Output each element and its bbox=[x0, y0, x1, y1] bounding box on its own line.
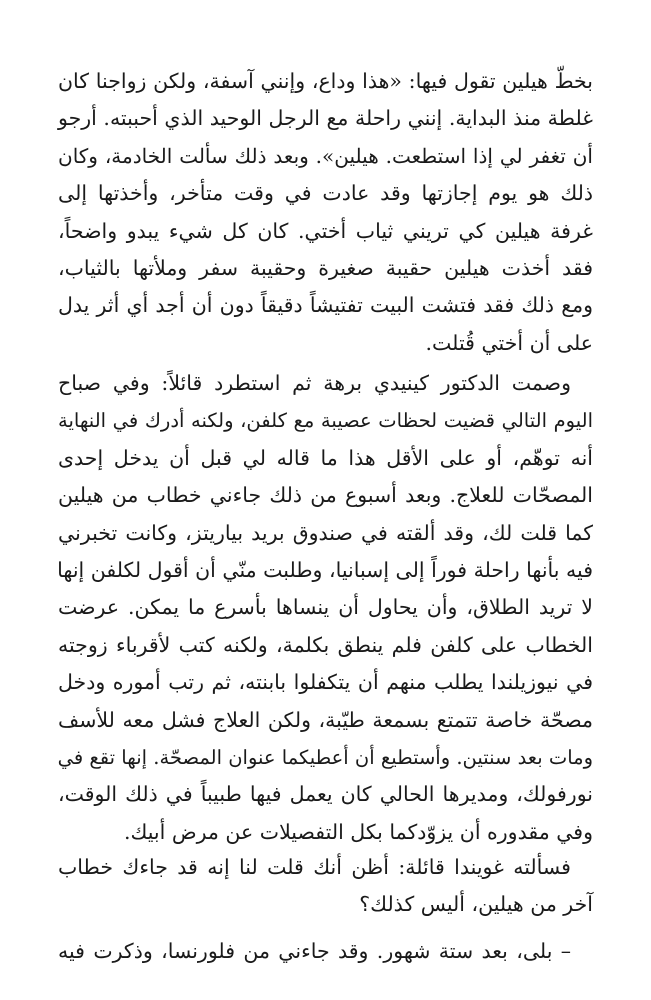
text-line: لا تريد الطلاق، وأن يحاول أن ينساها بأسرع ما يمكن. عرضت bbox=[58, 595, 593, 620]
text-line: نورفولك، ومديرها الحالي كان يعمل فيها طبيباً في ذلك الوقت، bbox=[58, 782, 593, 807]
text-line: ومع ذلك فقد فتشت البيت تفتيشاً دقيقاً دون أن أجد أي أثر يدل bbox=[58, 293, 593, 318]
paragraph-4 bbox=[58, 933, 593, 970]
text-line: وصمت الدكتور كينيدي برهة ثم استطرد قائلاً: وفي صباح bbox=[58, 371, 571, 395]
text-line: المصحّات للعلاج. وبعد أسبوع من ذلك جاءني خطاب من هيلين bbox=[58, 483, 593, 508]
text-line: فسألته غويندا قائلة: أظن أنك قلت لنا إنه قد جاءك خطاب bbox=[58, 855, 571, 879]
text-line: مصحّة خاصة تتمتع بسمعة طيّبة، ولكن العلاج فشل معه للأسف bbox=[58, 707, 593, 732]
text-line: كما قلت لك، وقد ألقته في صندوق بريد بياريتز، وكانت تخبرني bbox=[58, 520, 593, 545]
text-line: غرفة هيلين كي تريني ثياب أختي. كان كل شيء يبدو واضحاً، bbox=[58, 218, 593, 243]
text-line: الخطاب على كلفن فلم ينطق بكلمة، ولكنه كتب لأقرباء زوجته bbox=[58, 632, 593, 657]
text-line: غلطة منذ البداية. إنني راحلة مع الرجل الوحيد الذي أحببته. أرجو bbox=[58, 106, 593, 131]
text-line: في نيوزيلندا يطلب منهم أن يتكفلوا بابنته، ثم رتب أموره ودخل bbox=[58, 670, 593, 695]
text-line: على أن أختي قُتلت. bbox=[425, 330, 593, 355]
text-line: فيه بأنها راحلة فوراً إلى إسبانيا، وطلبت منّي أن أقول لكلفن إنها bbox=[57, 557, 593, 582]
text-line: وفي مقدوره أن يزوّدكما بكل التفصيلات عن مرض أبيك. bbox=[123, 819, 593, 844]
text-line: ذلك هو يوم إجازتها وقد عادت في وقت متأخر، وأخذتها إلى bbox=[58, 181, 593, 206]
paragraph-1 bbox=[58, 63, 593, 362]
text-line: ومات بعد سنتين. وأستطيع أن أعطيكما عنوان المصحّة. إنها تقع في bbox=[57, 745, 593, 769]
text-line: اليوم التالي قضيت لحظات عصيبة مع كلفن، ولكنه أدرك في النهاية bbox=[58, 409, 593, 433]
text-line: – بلى، بعد ستة شهور. وقد جاءني من فلورنسا، وذكرت فيه bbox=[58, 939, 571, 963]
paragraph-3 bbox=[58, 849, 593, 924]
text-line: فقد أخذت هيلين حقيبة صغيرة وحقيبة سفر وملأتها بالثياب، bbox=[58, 255, 593, 280]
paragraph-2 bbox=[58, 365, 593, 851]
text-line: أن تغفر لي إذا استطعت. هيلين». وبعد ذلك سألت الخادمة، وكان bbox=[58, 143, 593, 168]
text-line: بخطّ هيلين تقول فيها: «هذا وداع، وإنني آسفة، ولكن زواجنا كان bbox=[58, 69, 593, 93]
text-line: آخر من هيلين، أليس كذلك؟ bbox=[359, 892, 593, 917]
text-line: أنه توهّم، أو على الأقل هذا ما قاله لي قبل أن يدخل إحدى bbox=[58, 445, 593, 470]
